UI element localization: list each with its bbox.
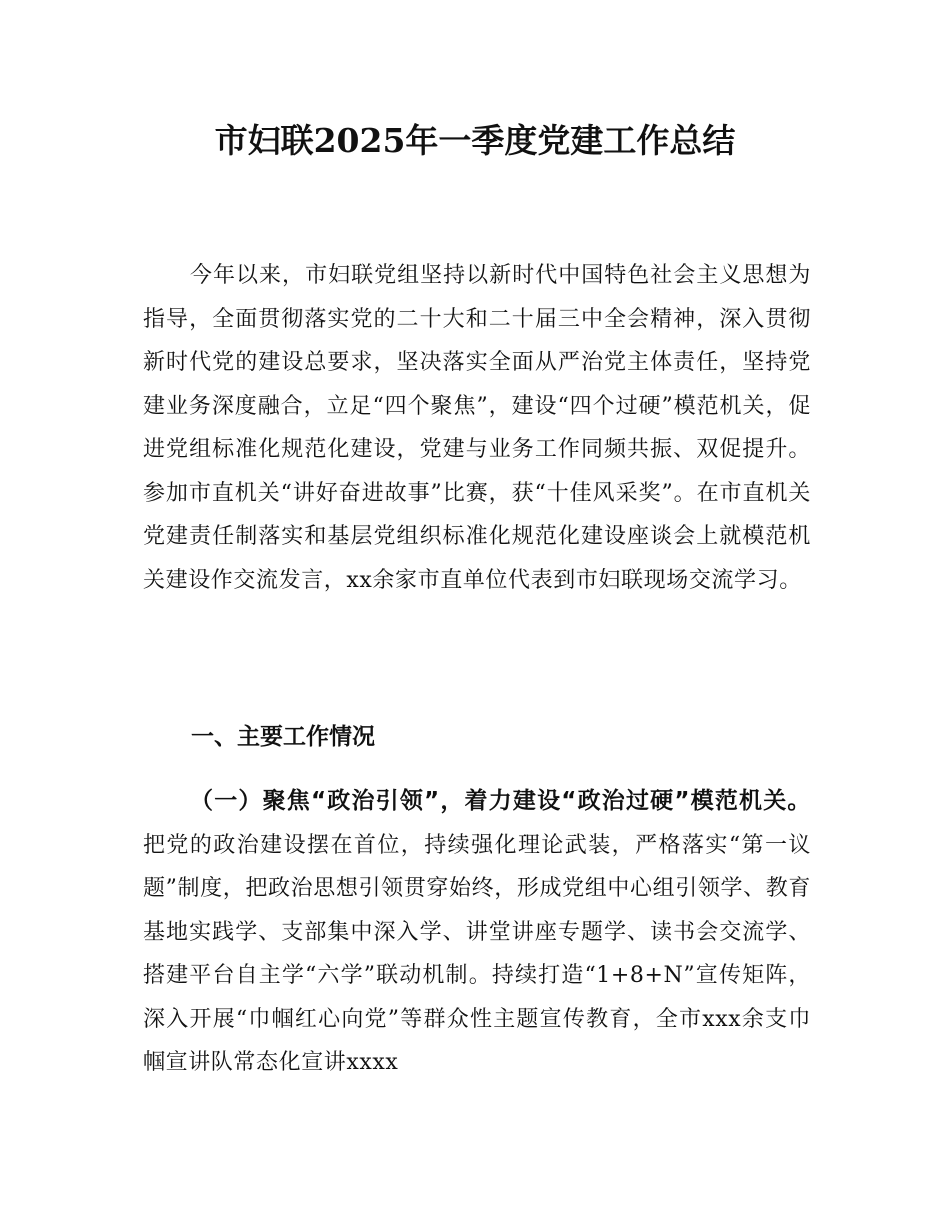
subsection-paragraph <box>143 780 811 1085</box>
subsection-text: 把党的政治建设摆在首位，持续强化理论武装，严格落实“第一议题”制度，把政治思想引领贯穿始终，形成党组中心组引领学、教育基地实践学、支部集中深入学、讲堂讲座专题学、读书会交流学、搭建平台自主学“六学”联动机制。持续打造“1+8+N”宣传矩阵，深入开展“巾帼红心向党”等群众性主题宣传教育，全市xxx余支巾帼宣讲队常态化宣讲xxxx <box>143 832 811 1075</box>
section-heading: 一、主要工作情况 <box>191 724 375 750</box>
intro-paragraph: 今年以来，市妇联党组坚持以新时代中国特色社会主义思想为指导，全面贯彻落实党的二十大和二十届三中全会精神，深入贯彻新时代党的建设总要求，坚决落实全面从严治党主体责任，坚持党建业务深度融合，立足“四个聚焦”，建设“四个过硬”模范机关，促进党组标准化规范化建设，党建与业务工作同频共振、双促提升。参加市直机关“讲好奋进故事”比赛，获“十佳风采奖”。在市直机关党建责任制落实和基层党组织标准化规范化建设座谈会上就模范机关建设作交流发言，xx余家市直单位代表到市妇联现场交流学习。 <box>143 263 811 593</box>
document-title: 市妇联2025年一季度党建工作总结 <box>214 121 736 160</box>
subsection-heading: （一）聚焦“政治引领”，着力建设“政治过硬”模范机关。 <box>190 788 811 814</box>
